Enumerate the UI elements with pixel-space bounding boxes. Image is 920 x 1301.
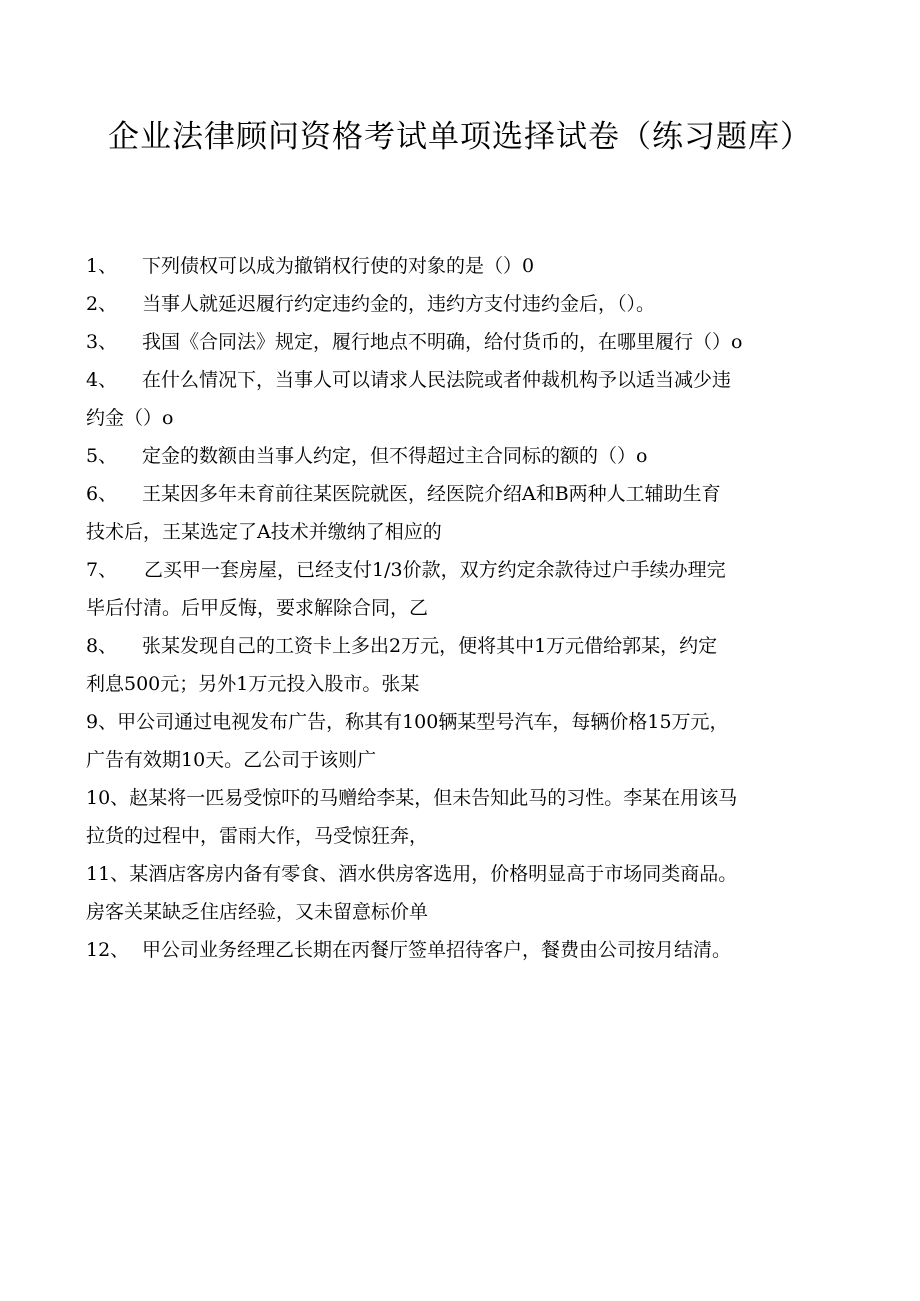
document-title: 企业法律顾问资格考试单项选择试卷（练习题库） — [108, 119, 812, 155]
question-item — [86, 323, 826, 361]
question-text: 乙买甲一套房屋，已经支付1/3价款，双方约定余款待过户手续办理完 — [144, 559, 726, 581]
question-number: 2、 — [86, 293, 118, 315]
question-item — [86, 855, 826, 931]
question-item — [86, 551, 826, 627]
question-number: 7、 — [86, 559, 118, 581]
question-text: 甲公司业务经理乙长期在丙餐厅签单招待客户，餐费由公司按月结清。 — [142, 939, 732, 961]
question-number: 9、 — [86, 711, 118, 733]
question-list — [86, 247, 826, 969]
question-text: 当事人就延迟履行约定违约金的，违约方支付违约金后，（）。 — [142, 293, 656, 315]
question-text: 在什么情况下，当事人可以请求人民法院或者仲裁机构予以适当减少违 — [142, 369, 732, 391]
question-item — [86, 247, 826, 285]
question-number: 6、 — [86, 483, 118, 505]
question-number: 12、 — [86, 939, 130, 961]
question-number: 3、 — [86, 331, 118, 353]
question-item — [86, 361, 826, 437]
question-number: 5、 — [86, 445, 118, 467]
question-item — [86, 285, 826, 323]
question-number: 1、 — [86, 255, 118, 277]
question-item — [86, 703, 826, 779]
question-text-continued: 利息500元；另外1万元投入股市。张某 — [86, 673, 420, 695]
question-text-continued: 毕后付清。后甲反悔，要求解除合同，乙 — [86, 597, 429, 619]
question-text: 王某因多年未育前往某医院就医，经医院介绍A和B两种人工辅助生育 — [142, 483, 721, 505]
question-text-continued: 技术后，王某选定了A技术并缴纳了相应的 — [86, 521, 442, 543]
question-number: 8、 — [86, 635, 118, 657]
question-item — [86, 627, 826, 703]
question-item — [86, 437, 826, 475]
question-text: 定金的数额由当事人约定，但不得超过主合同标的额的（）o — [142, 445, 648, 467]
question-number: 11、 — [86, 863, 130, 885]
question-item — [86, 475, 826, 551]
question-text-continued: 广告有效期10天。乙公司于该则广 — [86, 749, 377, 771]
question-text-continued: 房客关某缺乏住店经验，又未留意标价单 — [86, 901, 429, 923]
question-number: 10、 — [86, 787, 130, 809]
question-item — [86, 779, 826, 855]
question-text: 甲公司通过电视发布广告，称其有100辆某型号汽车，每辆价格15万元， — [117, 711, 729, 733]
question-text: 下列债权可以成为撤销权行使的对象的是（）0 — [142, 255, 535, 277]
question-text: 张某发现自己的工资卡上多出2万元，便将其中1万元借给郭某，约定 — [142, 635, 718, 657]
question-number: 4、 — [86, 369, 118, 391]
question-text: 我国《合同法》规定，履行地点不明确，给付货币的，在哪里履行（）o — [142, 331, 743, 353]
question-text: 赵某将一匹易受惊吓的马赠给李某，但未告知此马的习性。李某在用该马 — [129, 787, 738, 809]
question-text-continued: 约金（）o — [86, 407, 174, 429]
question-text: 某酒店客房内备有零食、酒水供房客选用，价格明显高于市场同类商品。 — [129, 863, 738, 885]
question-text-continued: 拉货的过程中，雷雨大作，马受惊狂奔， — [86, 825, 429, 847]
question-item — [86, 931, 826, 969]
